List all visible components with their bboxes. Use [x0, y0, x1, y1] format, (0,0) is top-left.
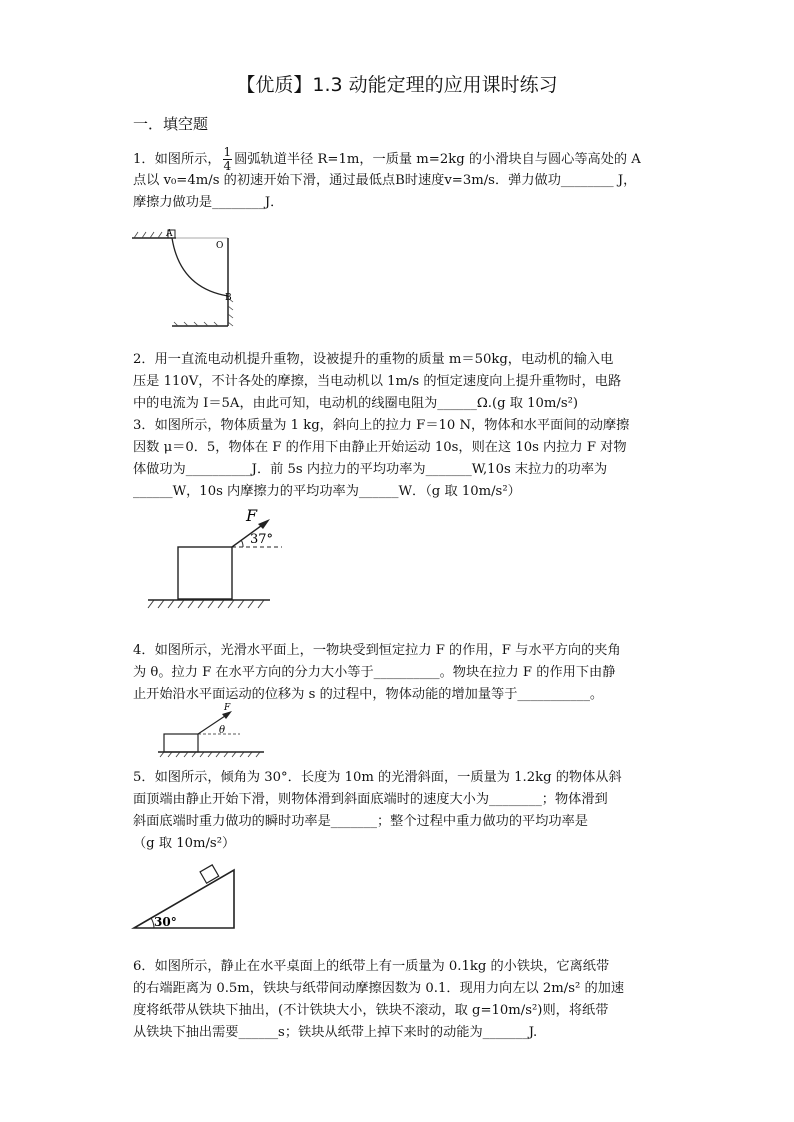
q1-line3: 摩擦力做功是________J．: [133, 195, 284, 210]
page-title: 【优质】1.3 动能定理的应用课时练习: [236, 74, 558, 96]
q6-line4: 从铁块下抽出需要______s；铁块从纸带上掉下来时的动能为_______J.: [133, 1025, 538, 1040]
question-2: [133, 349, 673, 415]
q5-incline-figure: [130, 856, 240, 936]
q1-line2: 点以 v₀=4m/s 的初速开始下滑，通过最低点B时速度v=3m/s．弹力做功________ J，: [133, 173, 637, 188]
question-1: [133, 146, 673, 214]
question-6: [133, 956, 673, 1044]
q1-prefix: 1．如图所示，: [133, 152, 221, 167]
q3-line4: ______W，10s 内摩擦力的平均功率为______W．（g 取 10m/s²）: [133, 484, 521, 499]
force-f-label: F: [246, 506, 258, 525]
q1-line1: 圆弧轨道半径 R=1m，一质量 m=2kg 的小滑块自与圆心等高处的 A: [234, 152, 641, 167]
section-heading: 一．填空题: [133, 115, 209, 133]
q4-line3: 止开始沿水平面运动的位移为 s 的过程中，物体动能的增加量等于___________。: [133, 687, 604, 702]
point-b-label: B: [225, 293, 232, 303]
question-3: [133, 415, 673, 503]
q2-line2: 压是 110V，不计各处的摩擦，当电动机以 1m/s 的恒定速度向上提升重物时，电路: [133, 374, 622, 389]
q6-line2: 的右端距离为 0.5m，铁块与纸带间动摩擦因数为 0.1．现用力向左以 2m/s² 的加速: [133, 981, 625, 996]
q2-line1: 2．用一直流电动机提升重物，设被提升的重物的质量 m＝50kg，电动机的输入电: [133, 352, 614, 367]
q3-line2: 因数 μ＝0．5，物体在 F 的作用下由静止开始运动 10s，则在这 10s 内拉力 F 对物: [133, 440, 627, 455]
question-4: [133, 640, 673, 706]
question-5: [133, 767, 673, 855]
q3-block-force-figure: [146, 505, 276, 615]
point-o-label: O: [216, 241, 224, 251]
quarter-fraction: $\frac{1}{4}$: [223, 145, 232, 173]
q3-line1: 3．如图所示，物体质量为 1 kg，斜向上的拉力 F＝10 N，物体和水平面间的动摩擦: [133, 418, 630, 433]
angle-37-label: 37°: [250, 532, 274, 547]
q2-line3: 中的电流为 I＝5A，由此可知，电动机的线圈电阻为______Ω.(g 取 10m/s²): [133, 396, 579, 411]
q5-line1: 5．如图所示，倾角为 30°．长度为 10m 的光滑斜面，一质量为 1.2kg 的物体从斜: [133, 770, 622, 785]
theta-label: θ: [219, 725, 226, 736]
q1-arc-track-figure: [128, 228, 238, 328]
q5-line3: 斜面底端时重力做功的瞬时功率是_______；整个过程中重力做功的平均功率是: [133, 814, 588, 829]
force-f-label-q4: F: [224, 703, 231, 713]
q6-line1: 6．如图所示，静止在水平桌面上的纸带上有一质量为 0.1kg 的小铁块，它离纸带: [133, 959, 610, 974]
angle-30-label: 30°: [154, 915, 177, 929]
q5-line2: 面顶端由静止开始下滑，则物体滑到斜面底端时的速度大小为________；物体滑到: [133, 792, 608, 807]
q6-line3: 度将纸带从铁块下抽出，(不计铁块大小，铁块不滚动，取 g=10m/s²)则，将纸带: [133, 1003, 609, 1018]
q4-line2: 为 θ。拉力 F 在水平方向的分力大小等于__________。物块在拉力 F 的作用下由静: [133, 665, 616, 680]
q4-line1: 4．如图所示，光滑水平面上，一物块受到恒定拉力 F 的作用，F 与水平方向的夹角: [133, 643, 621, 658]
q4-block-force-figure: [156, 700, 276, 760]
q3-line3: 体做功为__________J．前 5s 内拉力的平均功率为_______W,10s 末拉力的功率为: [133, 462, 608, 477]
q5-line4: （g 取 10m/s²）: [133, 836, 236, 851]
point-a-label: A: [166, 229, 173, 239]
